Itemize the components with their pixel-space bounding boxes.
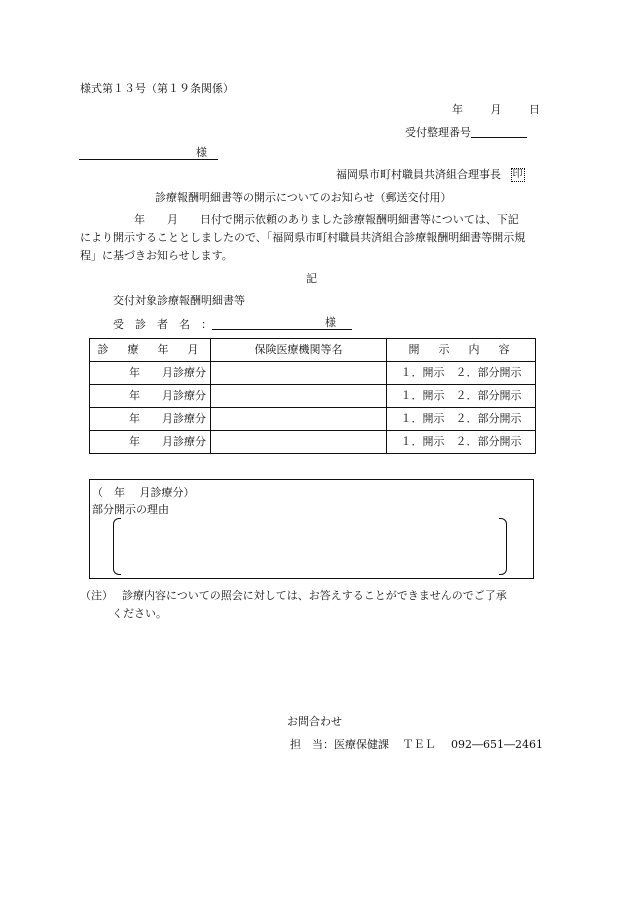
patient-suffix: 様 [325, 316, 336, 329]
header-disclosure: 開 示 内 容 [387, 339, 536, 362]
reason-bracket-left [113, 518, 121, 575]
addressee-suffix: 様 [196, 146, 207, 159]
row-period: 年 月診療分 [90, 385, 211, 408]
row-options[interactable]: １．開示 ２．部分開示 [387, 385, 536, 408]
target-label: 交付対象診療報酬明細書等 [113, 294, 245, 307]
row-institution[interactable] [211, 408, 387, 431]
reason-period: （ 年 月診療分） [92, 486, 195, 499]
addressee-line[interactable] [79, 146, 218, 160]
row-institution[interactable] [211, 362, 387, 385]
note-line-2: ください。 [112, 607, 167, 620]
note-prefix: （注） [80, 589, 113, 602]
row-options[interactable]: １．開示 ２．部分開示 [387, 408, 536, 431]
patient-line [113, 316, 352, 331]
seal-stamp: 印 [512, 169, 523, 180]
body-line-2: により開示することとしましたので、｢福岡県市町村職員共済組合診療報酬明細書等開示規 [80, 231, 526, 244]
contact-heading: お問合わせ [287, 715, 342, 728]
receipt-number-field[interactable] [471, 126, 527, 138]
table-row [90, 408, 536, 431]
date-year: 年 [452, 103, 463, 116]
row-period: 年 月診療分 [90, 362, 211, 385]
note-line-1: 診療内容についての照会に対しては、お答えすることができませんのでご了承 [122, 589, 507, 602]
ki-heading: 記 [306, 272, 317, 285]
reason-bracket-right [499, 518, 507, 575]
issuer-line [336, 168, 525, 182]
form-number: 様式第１３号（第１９条関係） [80, 82, 234, 95]
date-day: 日 [529, 103, 540, 116]
date-line [452, 103, 540, 116]
table-row [90, 362, 536, 385]
contact-person: 担 当：医療保健課 [290, 738, 389, 751]
table-row [90, 431, 536, 454]
patient-name-field[interactable] [212, 316, 352, 330]
row-options[interactable]: １．開示 ２．部分開示 [387, 431, 536, 454]
date-month: 月 [490, 103, 502, 116]
reason-input-area[interactable] [123, 520, 497, 573]
row-period: 年 月診療分 [90, 431, 211, 454]
header-period: 診 療 年 月 [90, 339, 211, 362]
reason-label: 部分開示の理由 [92, 503, 169, 516]
row-period: 年 月診療分 [90, 408, 211, 431]
receipt-number [405, 126, 527, 139]
header-institution: 保険医療機関等名 [211, 339, 387, 362]
disclosure-table [89, 338, 536, 454]
body-line-3: 程」に基づきお知らせします。 [80, 249, 233, 262]
patient-label: 受 診 者 名 ： [113, 318, 212, 331]
contact-line [290, 738, 543, 751]
body-line-1: 年 月 日付で開示依頼のありました診療報酬明細書等については、下記 [134, 213, 519, 226]
table-header-row [90, 339, 536, 362]
contact-tel-label: ＴＥＬ [402, 738, 436, 751]
row-options[interactable]: １．開示 ２．部分開示 [387, 362, 536, 385]
table-row [90, 385, 536, 408]
receipt-number-label: 受付整理番号 [405, 126, 471, 139]
document-title: 診療報酬明細書等の開示についてのお知らせ（郵送交付用） [155, 191, 452, 204]
row-institution[interactable] [211, 385, 387, 408]
contact-tel: 092―651―2461 [451, 738, 543, 751]
issuer-name: 福岡県市町村職員共済組合理事長 [336, 168, 501, 181]
row-institution[interactable] [211, 431, 387, 454]
